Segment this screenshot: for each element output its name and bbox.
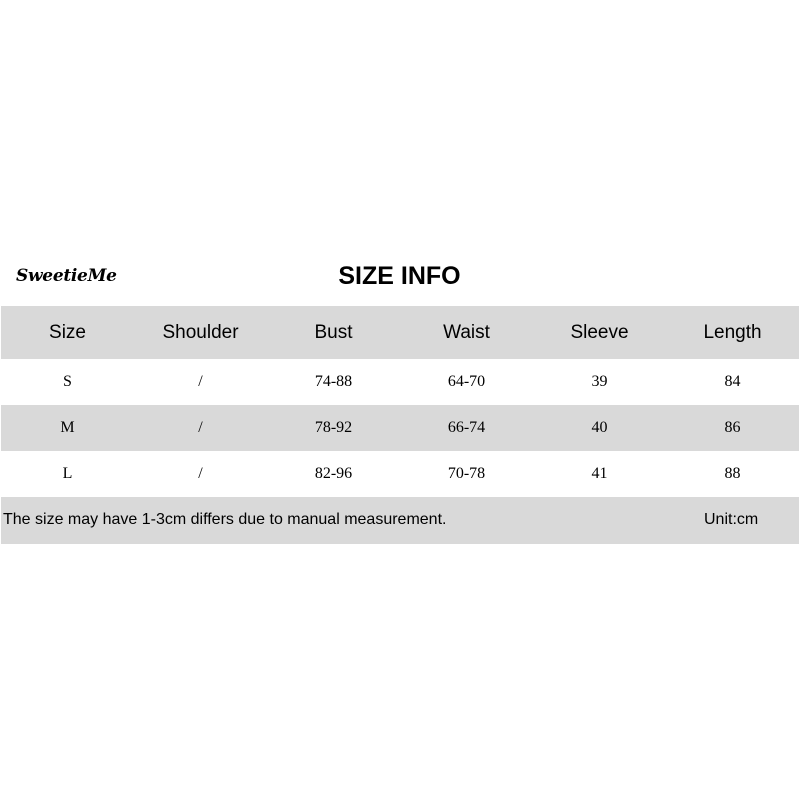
cell-bust: 82-96 [314, 465, 353, 482]
cell-shoulder: / [198, 373, 203, 390]
table-row [1, 359, 799, 405]
header-sleeve: Sleeve [570, 321, 629, 343]
header-waist: Waist [443, 321, 490, 343]
cell-size: L [62, 465, 73, 482]
cell-shoulder: / [198, 465, 203, 482]
header-bust: Bust [314, 321, 353, 343]
cell-waist: 64-70 [447, 373, 486, 390]
header-length: Length [703, 321, 762, 343]
cell-bust: 74-88 [314, 373, 353, 390]
cell-size: M [60, 419, 75, 436]
cell-bust: 78-92 [314, 419, 353, 436]
brand-logo: SweetieMe [16, 266, 117, 286]
cell-shoulder: / [198, 419, 203, 436]
cell-length: 88 [724, 465, 741, 482]
cell-size: S [63, 373, 72, 390]
header-size: Size [49, 321, 86, 343]
size-table [1, 306, 799, 497]
header-shoulder: Shoulder [162, 321, 239, 343]
measurement-note-bar [1, 497, 799, 544]
unit-label: Unit:cm [704, 511, 759, 528]
cell-length: 84 [724, 373, 741, 390]
cell-length: 86 [724, 419, 741, 436]
cell-sleeve: 39 [591, 373, 608, 390]
table-row [1, 451, 799, 497]
page-title: SIZE INFO [338, 262, 461, 290]
cell-sleeve: 41 [591, 465, 608, 482]
cell-sleeve: 40 [591, 419, 608, 436]
table-header-row [1, 306, 799, 359]
measurement-note: The size may have 1-3cm differs due to manual measurement. [3, 511, 447, 528]
cell-waist: 70-78 [447, 465, 486, 482]
cell-waist: 66-74 [447, 419, 486, 436]
table-row [1, 405, 799, 451]
